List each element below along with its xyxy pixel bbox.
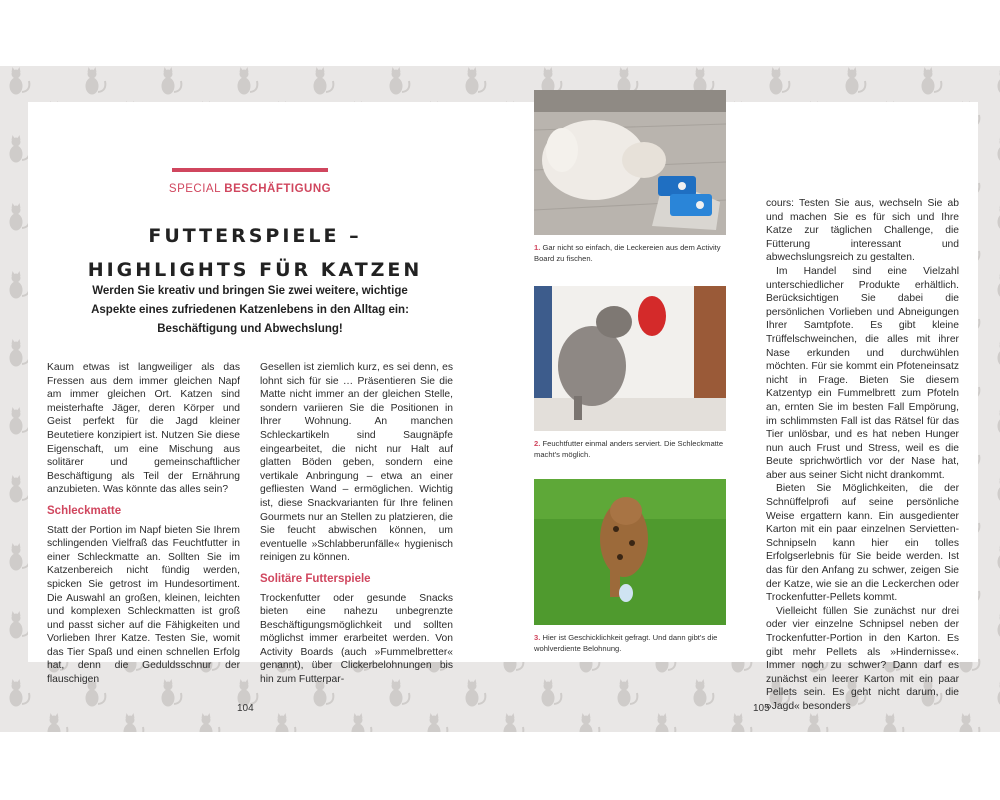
photo-activity-board: [534, 90, 726, 235]
article-lead: Werden Sie kreativ und bringen Sie zwei weitere, wichtige Aspekte eines zufriedenen Katzenlebens in den Alltag ein: Beschäftigung und Abwechslung!: [91, 285, 409, 335]
caption-3: 3. Hier ist Geschicklichkeit gefragt. Und dann gibt's die wohlverdiente Belohnung.: [534, 633, 718, 653]
heading-solitaere-futterspiele: Solitäre Futterspiele: [260, 572, 371, 585]
body-paragraph: Trockenfutter oder gesunde Snacks bieten eine nahezu unbegrenzte Beschäftigungsmöglichkeit und sollten möglichst immer erarbeitet werden. Von Activity Boards (auch »Fummelbretter« genannt), über Clickerbelohnungen bis hin zum Futterpar-: [260, 592, 453, 686]
body-paragraph: Bieten Sie Möglichkeiten, die der Schnüffelprofi auf seine persönliche Weise ergattern kann. Ein ausgedienter Karton mit ein paar einzelnen Servietten-Schnipseln kann hier ein tolles Erfolgserlebnis für Sie beide werden. Ist das für den Anfang zu schwer, zeigen Sie der Katze, wie sie an die Leckerchen oder Trockenfutter-Pellets kommt.: [766, 483, 959, 604]
photo-cat-on-grass: [534, 479, 726, 625]
caption-1: 1. Gar nicht so einfach, die Leckereien aus dem Activity Board zu fischen.: [534, 243, 721, 263]
heading-schleckmatte: Schleckmatte: [47, 504, 122, 517]
text-column-4: [766, 197, 959, 714]
intro-paragraph: Kaum etwas ist langweiliger als das Fressen aus dem immer gleichen Napf am immer gleichen Ort. Katzen sind meisterhafte Jäger, deren Körper und Geist perfekt für die Jagd kleiner Beutetiere konzipiert ist. Nutzen Sie diese Eigenschaft, um eine Mischung aus solitärer und gemeinschaftlicher Beschäftigung als Teil der Ernährung anzubieten. Was könnte das alles sein?: [47, 362, 240, 496]
body-paragraph: cours: Testen Sie aus, wechseln Sie ab und machen Sie es für sich und Ihre Katze zur täglichen Challenge, die Fütterung interessant und abwechslungsreich zu gestalten.: [766, 198, 959, 264]
article-title: [60, 219, 450, 287]
title-line-1: FUTTERSPIELE –: [148, 225, 362, 247]
page-number-right: 105: [753, 703, 770, 714]
photo-licking-mat: [534, 286, 726, 431]
text-column-2: [260, 361, 453, 687]
body-paragraph: Gesellen ist ziemlich kurz, es sei denn, es lohnt sich für sie … Präsentieren Sie die Matte nicht immer an der gleichen Stelle, sondern variieren Sie die Positionen in Ihrer Wohnung. An manchen Schleckartikeln sind Saugnäpfe eingearbeitet, die nicht nur Halt auf glatten Böden geben, sondern eine vertikale Anbringung – etwa an einer gefliesten Wand – ermöglichen. Wichtig ist, diese Snackvarianten für Ihre felinen Gourmets nur an Stellen zu platzieren, die Sie feucht abwischen können, um eventuelle »Schlabberunfälle« hygienisch reinigen zu können.: [260, 362, 453, 564]
body-paragraph: Im Handel sind eine Vielzahl unterschiedlicher Produkte erhältlich. Berücksichtigen Sie dabei die persönlichen Vorlieben und Abneigungen Ihrer Samtpfote. Es gibt kleine Trüffelschweinchen, die alles mit ihrer Nase erkunden und durchwühlen möchten. Für sie kommt ein Pfoteneinsatz nicht in Frage. Bieten Sie diesem Katzentyp ein Fummelbrett zum Pfoteln an, ernten Sie im besten Fall Empörung, im schlimmsten Fall ist das Rätsel für das Tier unlösbar, und es hat neben Hunger nun auch Frust und Stress, weil es die Beute sprichwörtlich vor der Nase hat, aber aus seiner Sicht nicht drankommt.: [766, 265, 959, 481]
section-accent-bar: [172, 168, 328, 172]
body-paragraph: Vielleicht füllen Sie zunächst nur drei oder vier einzelne Schnipsel neben der Trockenfutter-Portion in den Karton. Es gibt mehr Pellets als »Hindernisse«. Immer noch zu schwer? Dann darf es zunächst ein leerer Karton mit ein paar Pellets sein. Es geht nicht darum, die »Jagd« besonders: [766, 605, 959, 712]
title-line-2: HIGHLIGHTS FÜR KATZEN: [87, 259, 423, 281]
page-number-left: 104: [237, 703, 254, 714]
section-label: SPECIAL BESCHÄFTIGUNG: [168, 183, 332, 195]
caption-2: 2. Feuchtfutter einmal anders serviert. Die Schleckmatte macht's möglich.: [534, 439, 724, 459]
text-column-1: [47, 361, 240, 687]
body-paragraph: Statt der Portion im Napf bieten Sie Ihrem schlingenden Vielfraß das Feuchtfutter in einer Schleckmatte an. Sollten Sie im Katzenbereich nicht fündig werden, spicken Sie getrost im Hundesortiment. Die Auswahl an großen, kleinen, leichten und komplexen Schleckmatten ist groß und passt sicher auf die Fähigkeiten und Vorlieben Ihrer Katze. Testen Sie, womit das Tier Spaß und einen schnellen Erfolg hat, denn die Geduldsschnur der flauschigen: [47, 524, 240, 686]
